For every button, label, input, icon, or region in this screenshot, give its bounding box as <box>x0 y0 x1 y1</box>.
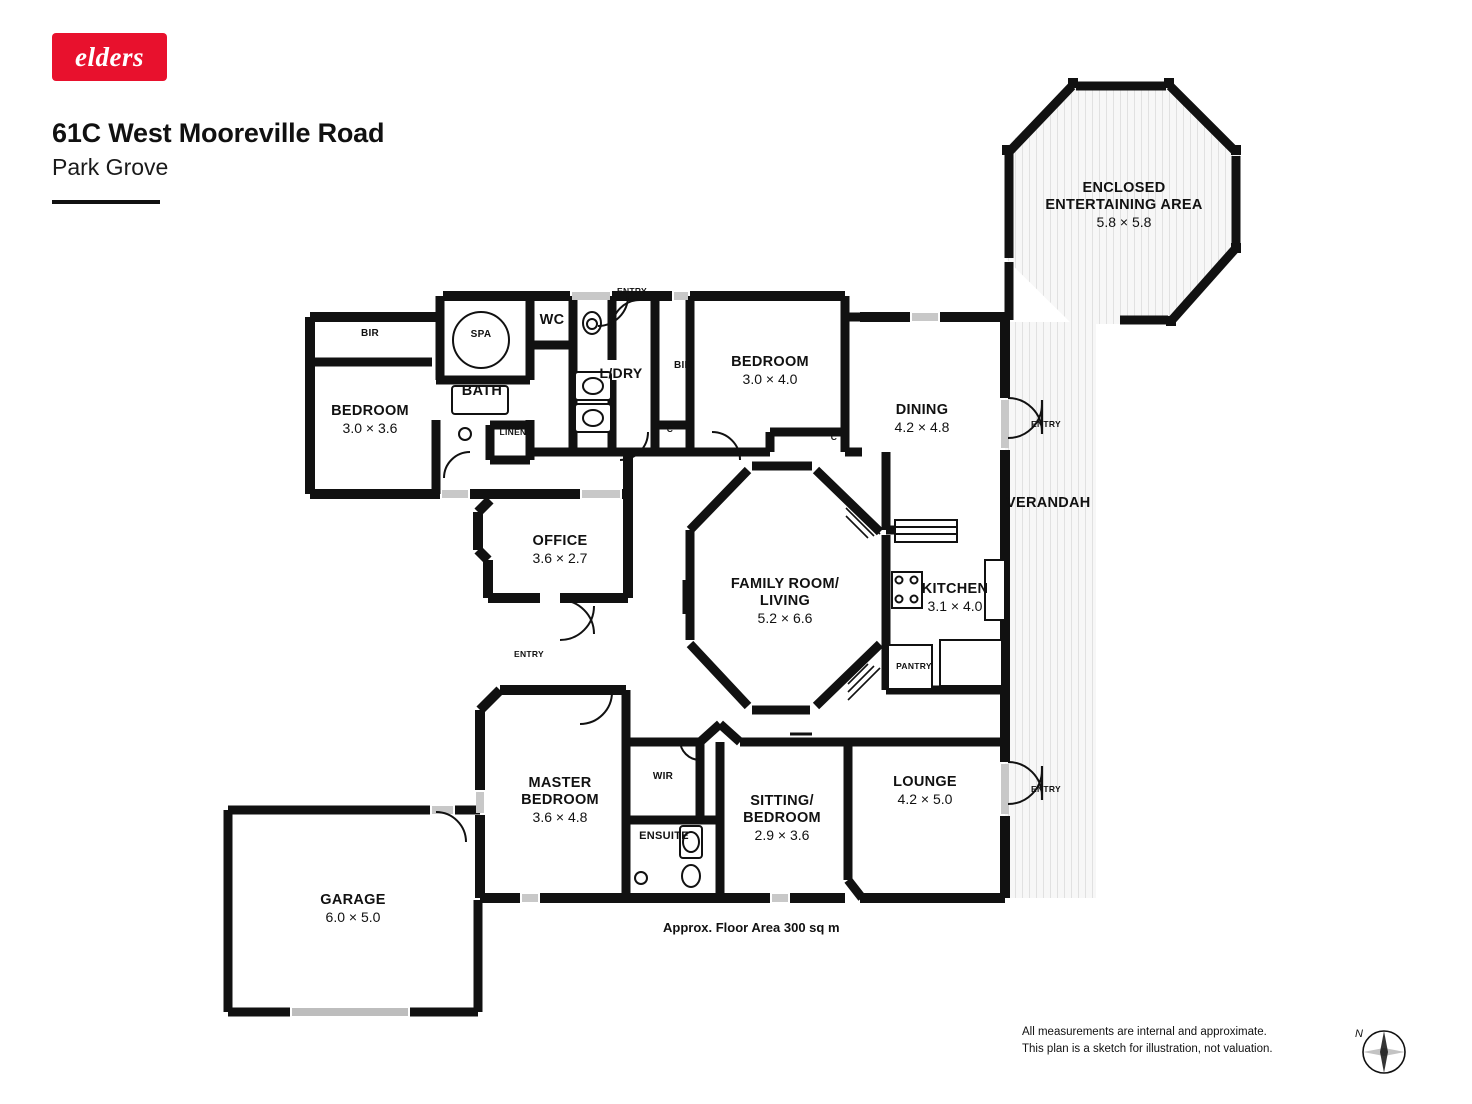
room-label-linen: LINEN <box>499 427 527 437</box>
entry-label-dining: ENTRY <box>1031 419 1061 429</box>
room-label-dining: DINING 4.2 × 4.8 <box>894 402 950 436</box>
room-label-kitchen: KITCHEN 3.1 × 4.0 <box>921 581 989 615</box>
room-label-verandah: VERANDAH <box>1006 495 1091 511</box>
svg-text:N: N <box>1355 1028 1363 1040</box>
room-label-lounge: LOUNGE 4.2 × 5.0 <box>893 774 957 808</box>
room-label-entertaining: ENCLOSED ENTERTAINING AREA 5.8 × 5.8 <box>1045 180 1203 231</box>
compass-icon <box>1350 1020 1412 1082</box>
room-label-pantry: PANTRY <box>896 661 932 671</box>
floor-area-text: Approx. Floor Area 300 sq m <box>663 920 840 935</box>
brand-name: elders <box>75 41 144 72</box>
page-title: 61C West Mooreville Road <box>52 118 385 148</box>
room-label-laundry: L/DRY <box>599 365 643 381</box>
room-label-cupboard-1: C <box>666 424 674 434</box>
room-label-bedroom3: BEDROOM 3.0 × 3.6 <box>331 403 409 437</box>
room-label-wc: WC <box>539 312 565 328</box>
room-label-bir-2: BIR <box>673 360 693 371</box>
entry-label-lounge: ENTRY <box>1031 784 1061 794</box>
room-label-office: OFFICE 3.6 × 2.7 <box>532 533 588 567</box>
room-label-bedroom2: BEDROOM 3.0 × 4.0 <box>731 354 809 388</box>
room-label-master-bedroom: MASTER BEDROOM 3.6 × 4.8 <box>521 775 599 826</box>
disclaimer-line-2: This plan is a sketch for illustration, not valuation. <box>1022 1043 1273 1055</box>
room-label-bir-1: BIR <box>360 328 380 339</box>
room-label-wir: WIR <box>652 771 674 782</box>
page-subtitle: Park Grove <box>52 154 169 180</box>
entry-label-top: ENTRY <box>617 286 647 296</box>
room-label-sitting-bedroom: SITTING/ BEDROOM 2.9 × 3.6 <box>743 793 821 844</box>
disclaimer-line-1: All measurements are internal and approximate. <box>1022 1026 1267 1038</box>
room-label-cupboard-2: C <box>830 432 838 442</box>
entry-label-left: ENTRY <box>514 649 544 659</box>
room-label-ensuite: ENSUITE <box>639 830 689 842</box>
room-label-spa: SPA <box>470 329 492 340</box>
room-label-garage: GARAGE 6.0 × 5.0 <box>320 892 386 926</box>
room-label-family-living: FAMILY ROOM/ LIVING 5.2 × 6.6 <box>730 576 840 627</box>
room-label-bath: BATH <box>461 383 503 399</box>
